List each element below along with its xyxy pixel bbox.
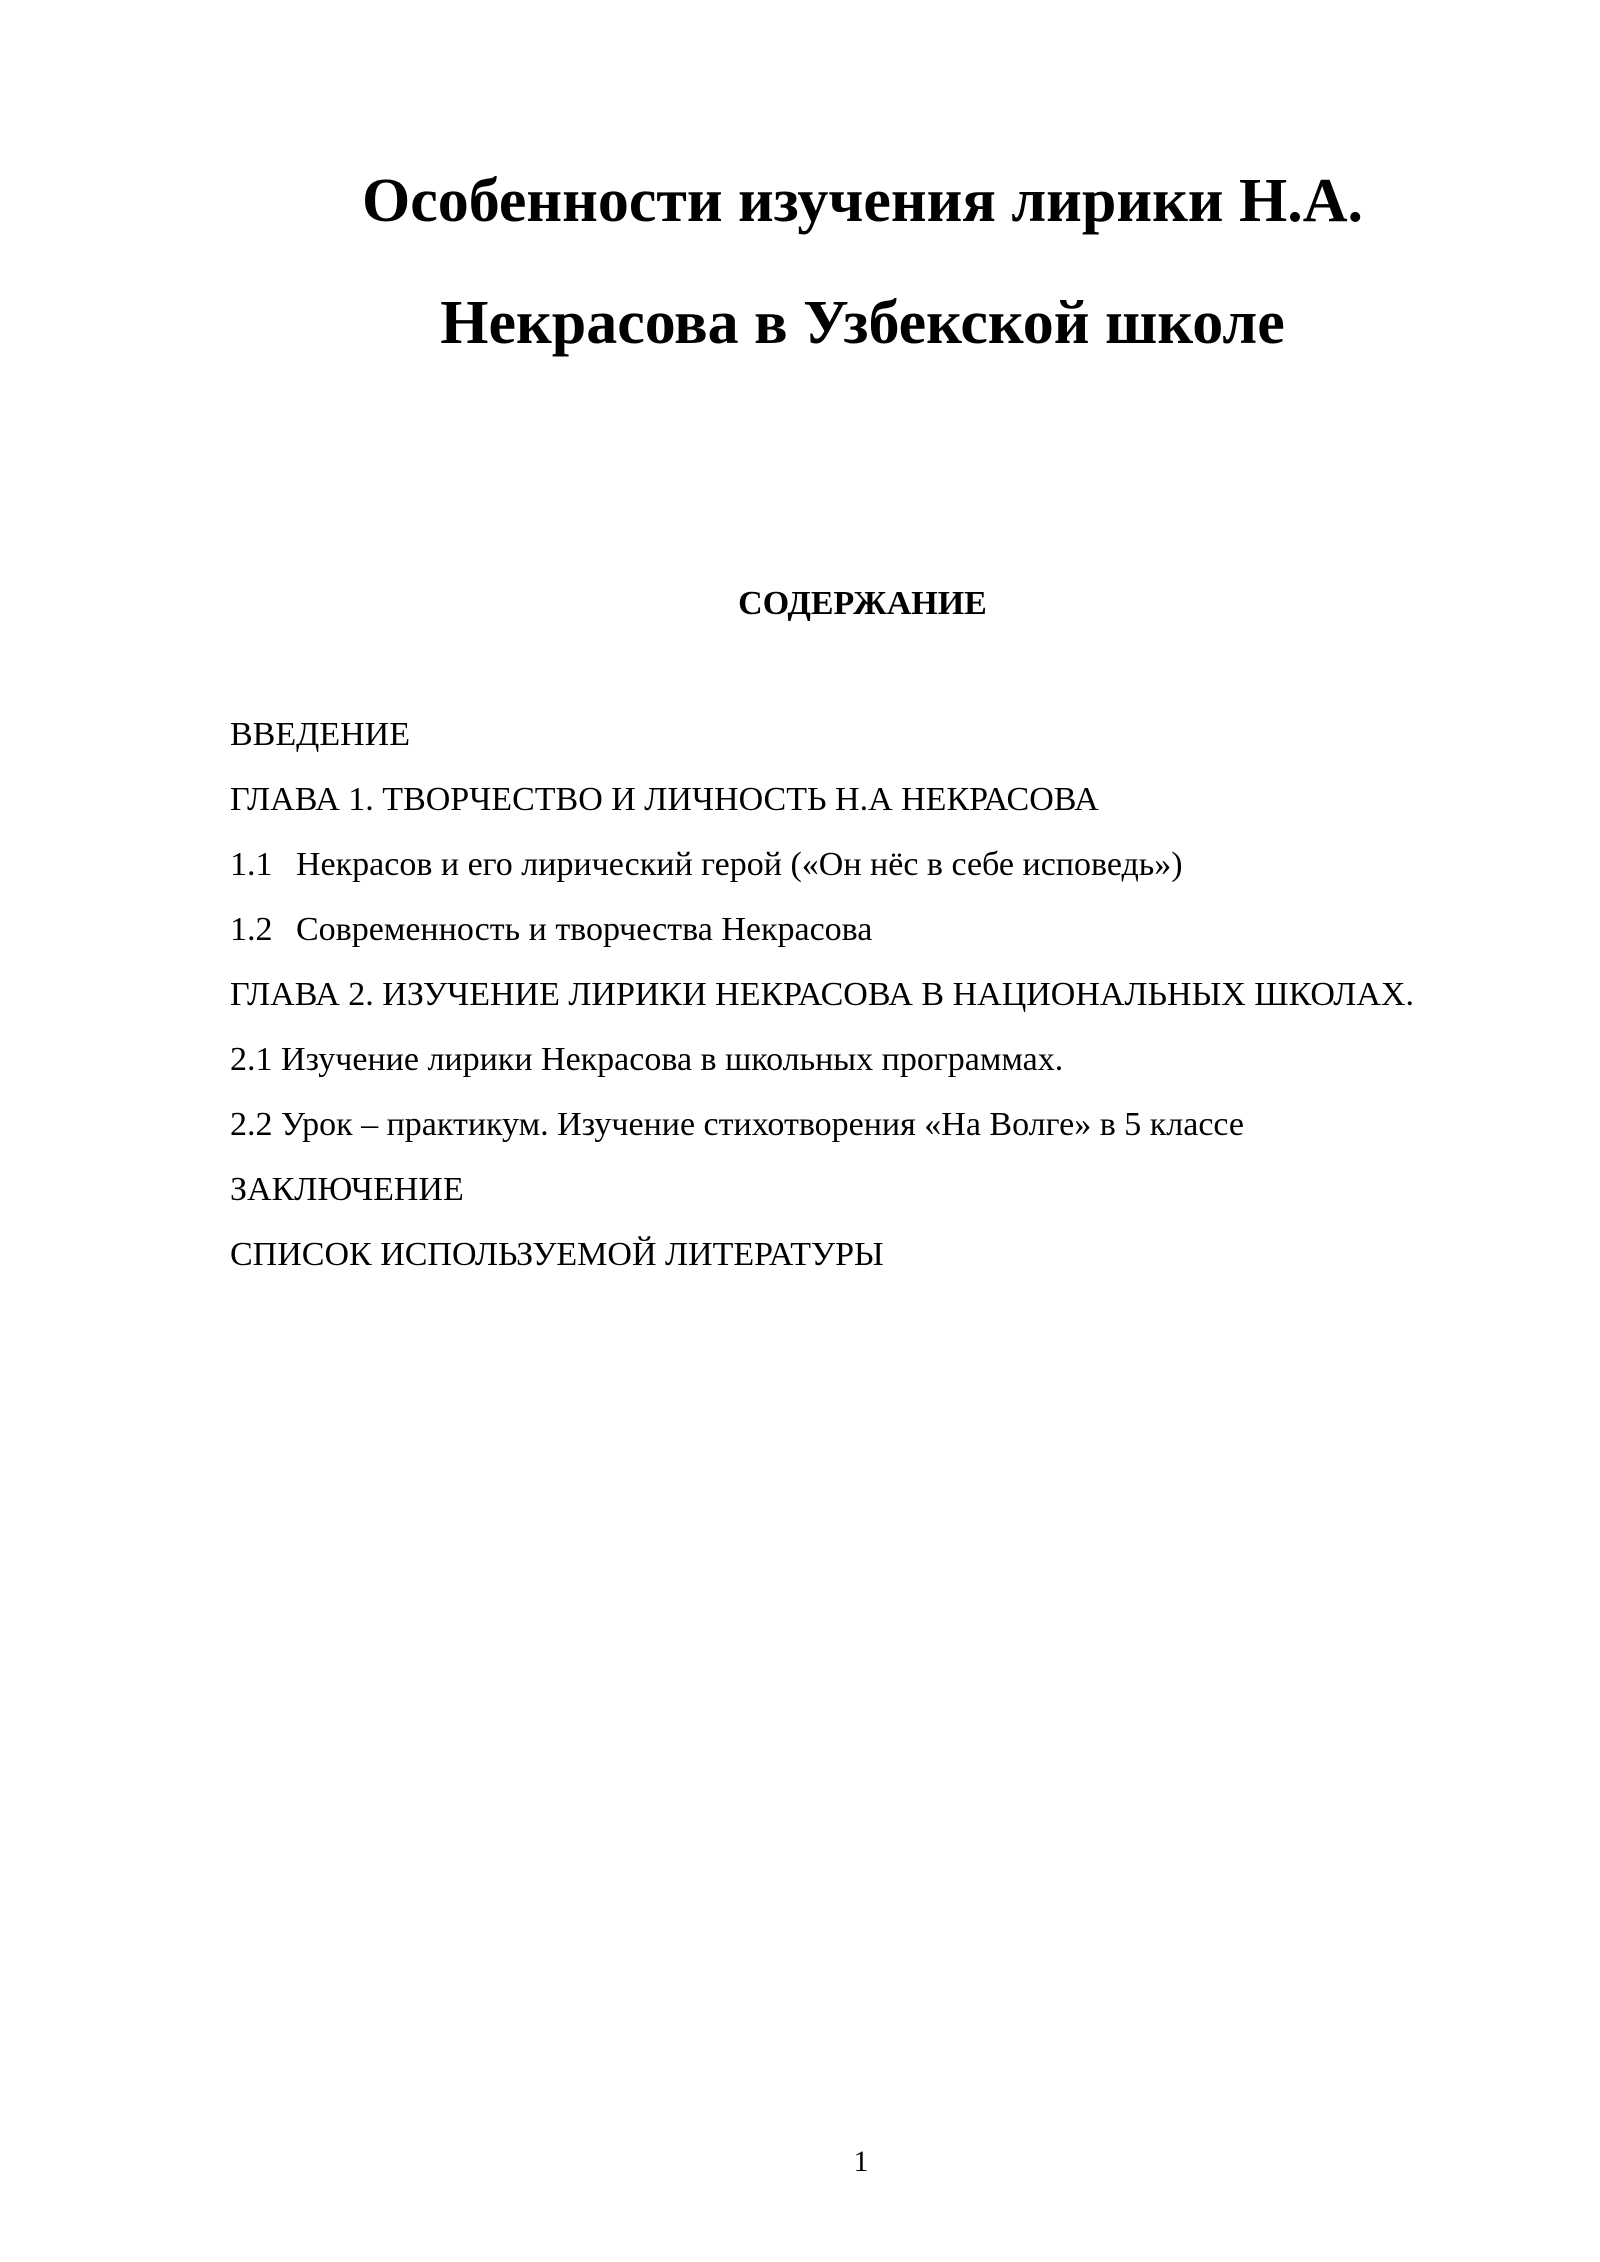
document-title: Особенности изучения лирики Н.А. Некрасова в Узбекской школе (361, 167, 1364, 357)
toc-item-text: Современность и творчества Некрасова (296, 911, 873, 948)
toc-item-introduction (230, 702, 1450, 767)
toc-item-text: ГЛАВА 2. ИЗУЧЕНИЕ ЛИРИКИ НЕКРАСОВА В НАЦИОНАЛЬНЫХ ШКОЛАХ. (230, 976, 1414, 1013)
toc-item-text: ЗАКЛЮЧЕНИЕ (230, 1171, 464, 1208)
toc-item-text: ГЛАВА 1. ТВОРЧЕСТВО И ЛИЧНОСТЬ Н.А НЕКРАСОВА (230, 781, 1099, 818)
toc-item-section-1-1 (230, 832, 1450, 897)
toc-item-number: 1.1 (230, 846, 273, 883)
toc-item-references (230, 1222, 1450, 1287)
toc-item-section-2-2 (230, 1092, 1450, 1157)
toc-item-number: 1.2 (230, 911, 273, 948)
toc-item-text: ВВЕДЕНИЕ (230, 716, 410, 753)
table-of-contents (230, 702, 1450, 1287)
toc-item-conclusion (230, 1157, 1450, 1222)
toc-item-text: 2.1 Изучение лирики Некрасова в школьных программах. (230, 1041, 1064, 1078)
toc-item-chapter-2 (230, 962, 1450, 1027)
toc-item-text: СПИСОК ИСПОЛЬЗУЕМОЙ ЛИТЕРАТУРЫ (230, 1236, 884, 1273)
page-number: 1 (853, 2145, 869, 2178)
toc-item-text: 2.2 Урок – практикум. Изучение стихотворения «На Волге» в 5 классе (230, 1106, 1245, 1143)
toc-item-chapter-1 (230, 767, 1450, 832)
toc-item-section-1-2 (230, 897, 1450, 962)
toc-heading: СОДЕРЖАНИЕ (738, 585, 987, 622)
toc-item-section-2-1 (230, 1027, 1450, 1092)
toc-item-text: Некрасов и его лирический герой («Он нёс в себе исповедь») (296, 846, 1183, 883)
